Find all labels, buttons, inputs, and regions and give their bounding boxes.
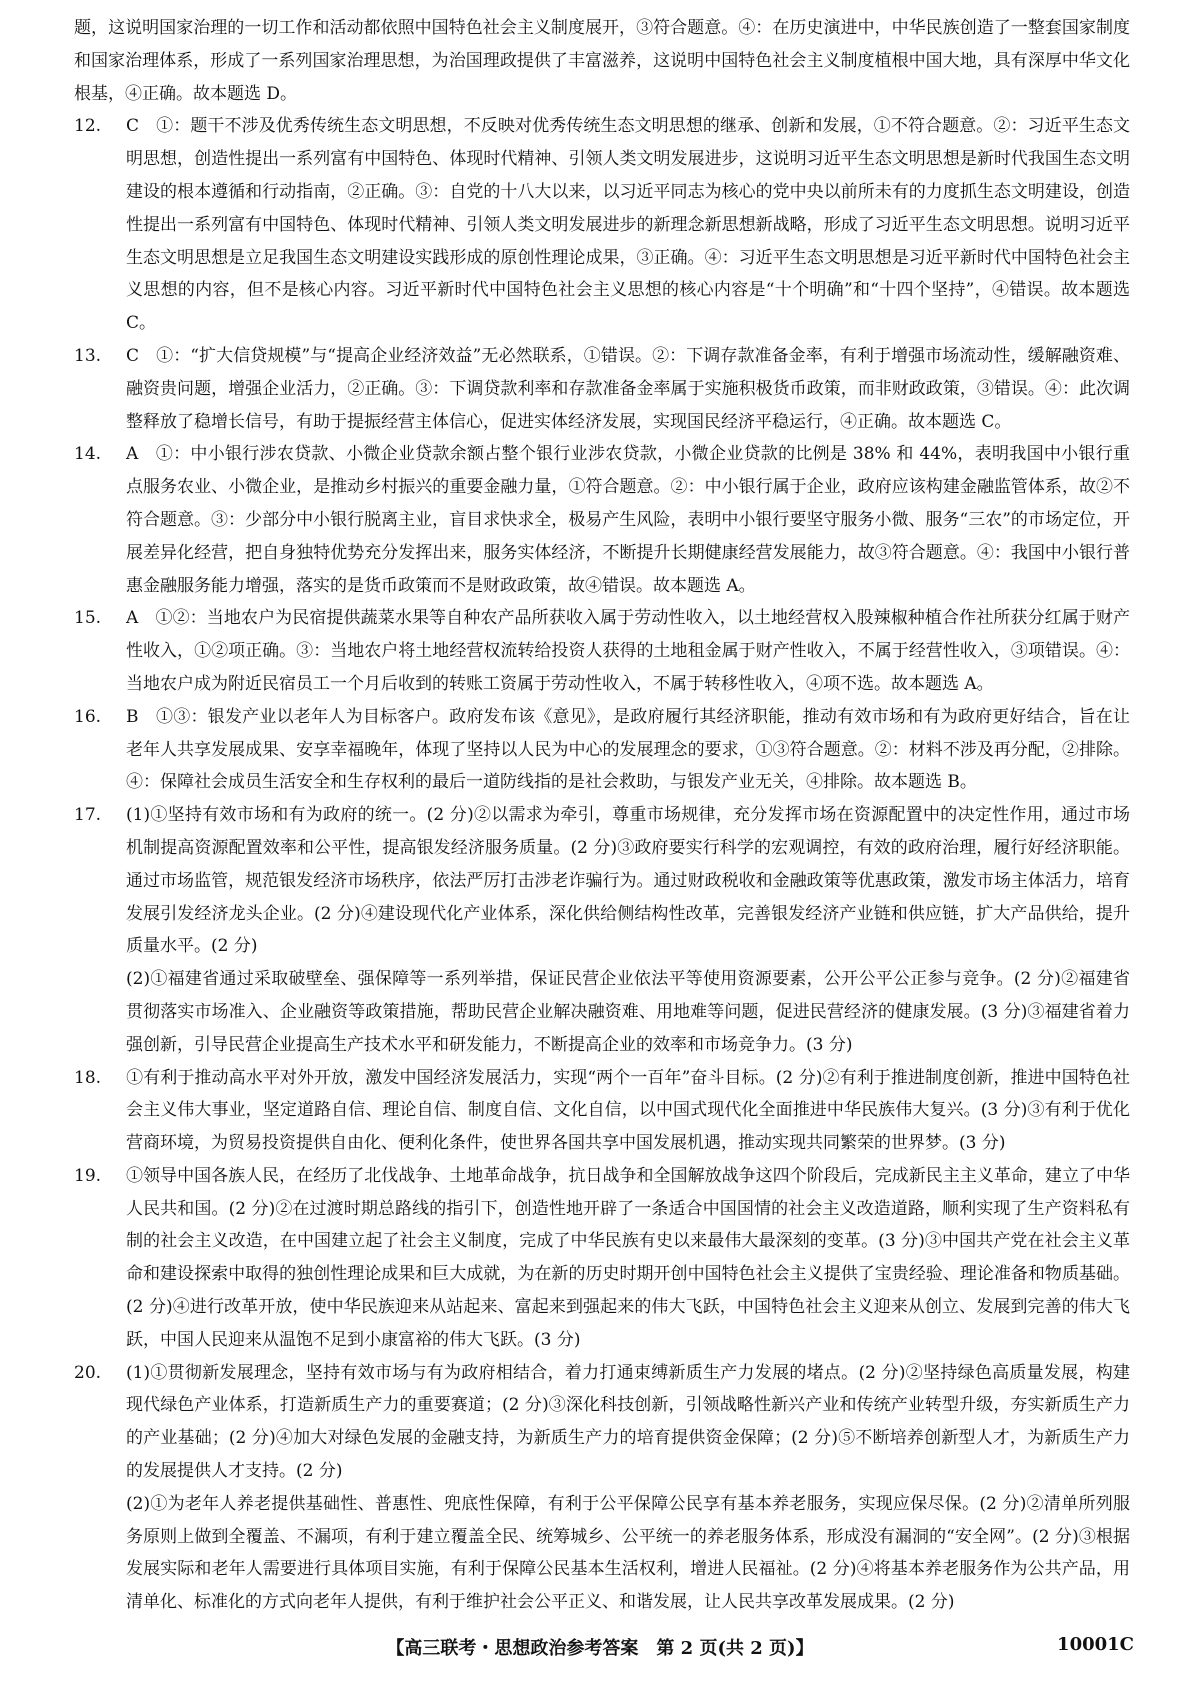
answer-text: C ①：“扩大信贷规模”与“提高企业经济效益”无必然联系，①错误。②：下调存款准备金率，有利于增强市场流动性，缓解融资难、融资贵问题，增强企业活力，②正确。③：下调贷款利率和存款准备金率属于实施积极货币政策，而非财政政策，③错误。④：此次调整释放了稳增长信号，有助于提振经营主体信心，促进实体经济发展，实现国民经济平稳运行，④正确。故本题选 C。 (126, 345, 1130, 432)
answer-item (74, 799, 1130, 963)
question-number: 20. (74, 1362, 102, 1383)
question-number: 16. (74, 706, 102, 727)
answer-item (74, 1357, 1130, 1488)
answer-text: ①领导中国各族人民，在经历了北伐战争、土地革命战争，抗日战争和全国解放战争这四个阶段后，完成新民主主义革命，建立了中华人民共和国。(2 分)②在过渡时期总路线的指引下，创造性地开辟了一条适合中国国情的社会主义改造道路，顺利实现了生产资料私有制的社会主义改造，在中国建立起了社会主义制度，完成了中华民族有史以来最伟大最深刻的变革。(3 分)③中国共产党在社会主义革命和建设探索中取得的独创性理论成果和巨大成就，为在新的历史时期开创中国特色社会主义提供了宝贵经验、理论准备和物质基础。(2 分)④进行改革开放，使中华民族迎来从站起来、富起来到强起来的伟大飞跃，中国特色社会主义迎来从创立、发展到完善的伟大飞跃，中国人民迎来从温饱不足到小康富裕的伟大飞跃。(3 分) (126, 1165, 1130, 1350)
answer-subpart: (2)①为老年人养老提供基础性、普惠性、兜底性保障，有利于公平保障公民享有基本养老服务，实现应保尽保。(2 分)②清单所列服务原则上做到全覆盖、不漏项，有利于建立覆盖全民、统筹城乡、公平统一的养老服务体系，形成没有漏洞的“安全网”。(2 分)③根据发展实际和老年人需要进行具体项目实施，有利于保障公民基本生活权利，增进人民福祉。(2 分)④将基本养老服务作为公共产品，用清单化、标准化的方式向老年人提供，有利于维护社会公平正义、和谐发展，让人民共享改革发展成果。(2 分) (126, 1493, 1130, 1613)
answer-text: A ①：中小银行涉农贷款、小微企业贷款余额占整个银行业涉农贷款，小微企业贷款的比例是 38% 和 44%，表明我国中小银行重点服务农业、小微企业，是推动乡村振兴的重要金融力量，①符合题意。②：中小银行属于企业，政府应该构建金融监管体系，故②不符合题意。③：少部分中小银行脱离主业，盲目求快求全，极易产生风险，表明中小银行要坚守服务小微、服务“三农”的市场定位，开展差异化经营，把自身独特优势充分发挥出来，服务实体经济，不断提升长期健康经营发展能力，故③符合题意。④：我国中小银行普惠金融服务能力增强，落实的是货币政策而不是财政政策，故④错误。故本题选 A。 (126, 444, 1130, 596)
answer-item (74, 110, 1130, 340)
answer-item (74, 340, 1130, 438)
page-footer (0, 1630, 1200, 1666)
question-number: 19. (74, 1165, 102, 1186)
answer-subpart: (2)①福建省通过采取破壁垒、强保障等一系列举措，保证民营企业依法平等使用资源要素，公开公平公正参与竞争。(2 分)②福建省贯彻落实市场准入、企业融资等政策措施，帮助民营企业解决融资难、用地难等问题，促进民营经济的健康发展。(3 分)③福建省着力强创新，引导民营企业提高生产技术水平和研发能力，不断提高企业的效率和市场竞争力。(3 分) (126, 969, 1130, 1055)
answer-text: ①有利于推动高水平对外开放，激发中国经济发展活力，实现“两个一百年”奋斗目标。(2 分)②有利于推进制度创新，推进中国特色社会主义伟大事业，坚定道路自信、理论自信、制度自信、文化自信，以中国式现代化全面推进中华民族伟大复兴。(3 分)③有利于优化营商环境，为贸易投资提供自由化、便利化条件，使世界各国共享中国发展机遇，推动实现共同繁荣的世界梦。(3 分) (126, 1067, 1130, 1154)
footer-title: 【高三联考・思想政治参考答案 第 2 页(共 2 页)】 (386, 1638, 814, 1659)
document-code: 10001C (1057, 1634, 1134, 1655)
question-number: 12. (74, 116, 102, 137)
answer-text: (1)①贯彻新发展理念，坚持有效市场与有为政府相结合，着力打通束缚新质生产力发展的堵点。(2 分)②坚持绿色高质量发展，构建现代绿色产业体系，打造新质生产力的重要赛道；(2 分)③深化科技创新，引领战略性新兴产业和传统产业转型升级，夯实新质生产力的产业基础；(2 分)④加大对绿色发展的金融支持，为新质生产力的培育提供资金保障；(2 分)⑤不断培养创新型人才，为新质生产力的发展提供人才支持。(2 分) (126, 1362, 1130, 1482)
answer-item (74, 701, 1130, 799)
question-number: 14. (74, 444, 102, 465)
question-number: 18. (74, 1067, 102, 1088)
answer-text: B ①③：银发产业以老年人为目标客户。政府发布该《意见》，是政府履行其经济职能，推动有效市场和有为政府更好结合，旨在让老年人共享发展成果、安享幸福晚年，体现了坚持以人民为中心的发展理念的要求，①③符合题意。②：材料不涉及再分配，②排除。④：保障社会成员生活安全和生存权利的最后一道防线指的是社会救助，与银发产业无关，④排除。故本题选 B。 (126, 706, 1130, 793)
answer-item (74, 438, 1130, 602)
question-number: 17. (74, 805, 102, 826)
answer-item (74, 1062, 1130, 1160)
question-number: 15. (74, 608, 102, 629)
question-number: 13. (74, 345, 102, 366)
answer-item (74, 1160, 1130, 1357)
answer-text: A ①②：当地农户为民宿提供蔬菜水果等自种农产品所获收入属于劳动性收入，以土地经营权入股辣椒种植合作社所获分红属于财产性收入，①②项正确。③：当地农户将土地经营权流转给投资人获得的土地租金属于财产性收入，不属于经营性收入，③项错误。④：当地农户成为附近民宿员工一个月后收到的转账工资属于劳动性收入，不属于转移性收入，④项不选。故本题选 A。 (126, 608, 1130, 694)
intro-paragraph: 题，这说明国家治理的一切工作和活动都依照中国特色社会主义制度展开，③符合题意。④：在历史演进中，中华民族创造了一整套国家制度和国家治理体系，形成了一系列国家治理思想，为治国理政提供了丰富滋养，这说明中国特色社会主义制度植根中国大地，具有深厚中华文化根基，④正确。故本题选 D。 (74, 18, 1130, 104)
answer-item (74, 602, 1130, 700)
answer-list (74, 110, 1130, 1619)
answer-text: C ①：题干不涉及优秀传统生态文明思想，不反映对优秀传统生态文明思想的继承、创新和发展，①不符合题意。②：习近平生态文明思想，创造性提出一系列富有中国特色、体现时代精神、引领人类文明发展进步，这说明习近平生态文明思想是新时代我国生态文明建设的根本遵循和行动指南，②正确。③：自党的十八大以来，以习近平同志为核心的党中央以前所未有的力度抓生态文明建设，创造性提出一系列富有中国特色、体现时代精神、引领人类文明发展进步的新理念新思想新战略，形成了习近平生态文明思想。说明习近平生态文明思想是立足我国生态文明建设实践形成的原创性理论成果，③正确。④：习近平生态文明思想是习近平新时代中国特色社会主义思想的内容，但不是核心内容。习近平新时代中国特色社会主义思想的核心内容是“十个明确”和“十四个坚持”，④错误。故本题选 C。 (126, 116, 1130, 334)
answer-text: (1)①坚持有效市场和有为政府的统一。(2 分)②以需求为牵引，尊重市场规律，充分发挥市场在资源配置中的决定性作用，通过市场机制提高资源配置效率和公平性，提高银发经济服务质量。(2 分)③政府要实行科学的宏观调控，有效的政府治理，履行好经济职能。通过市场监管，规范银发经济市场秩序，依法严厉打击涉老诈骗行为。通过财政税收和金融政策等优惠政策，激发市场主体活力，培育发展引发经济龙头企业。(2 分)④建设现代化产业体系，深化供给侧结构性改革，完善银发经济产业链和供应链，扩大产品供给，提升质量水平。(2 分) (126, 805, 1130, 957)
answer-content (74, 12, 1130, 1619)
